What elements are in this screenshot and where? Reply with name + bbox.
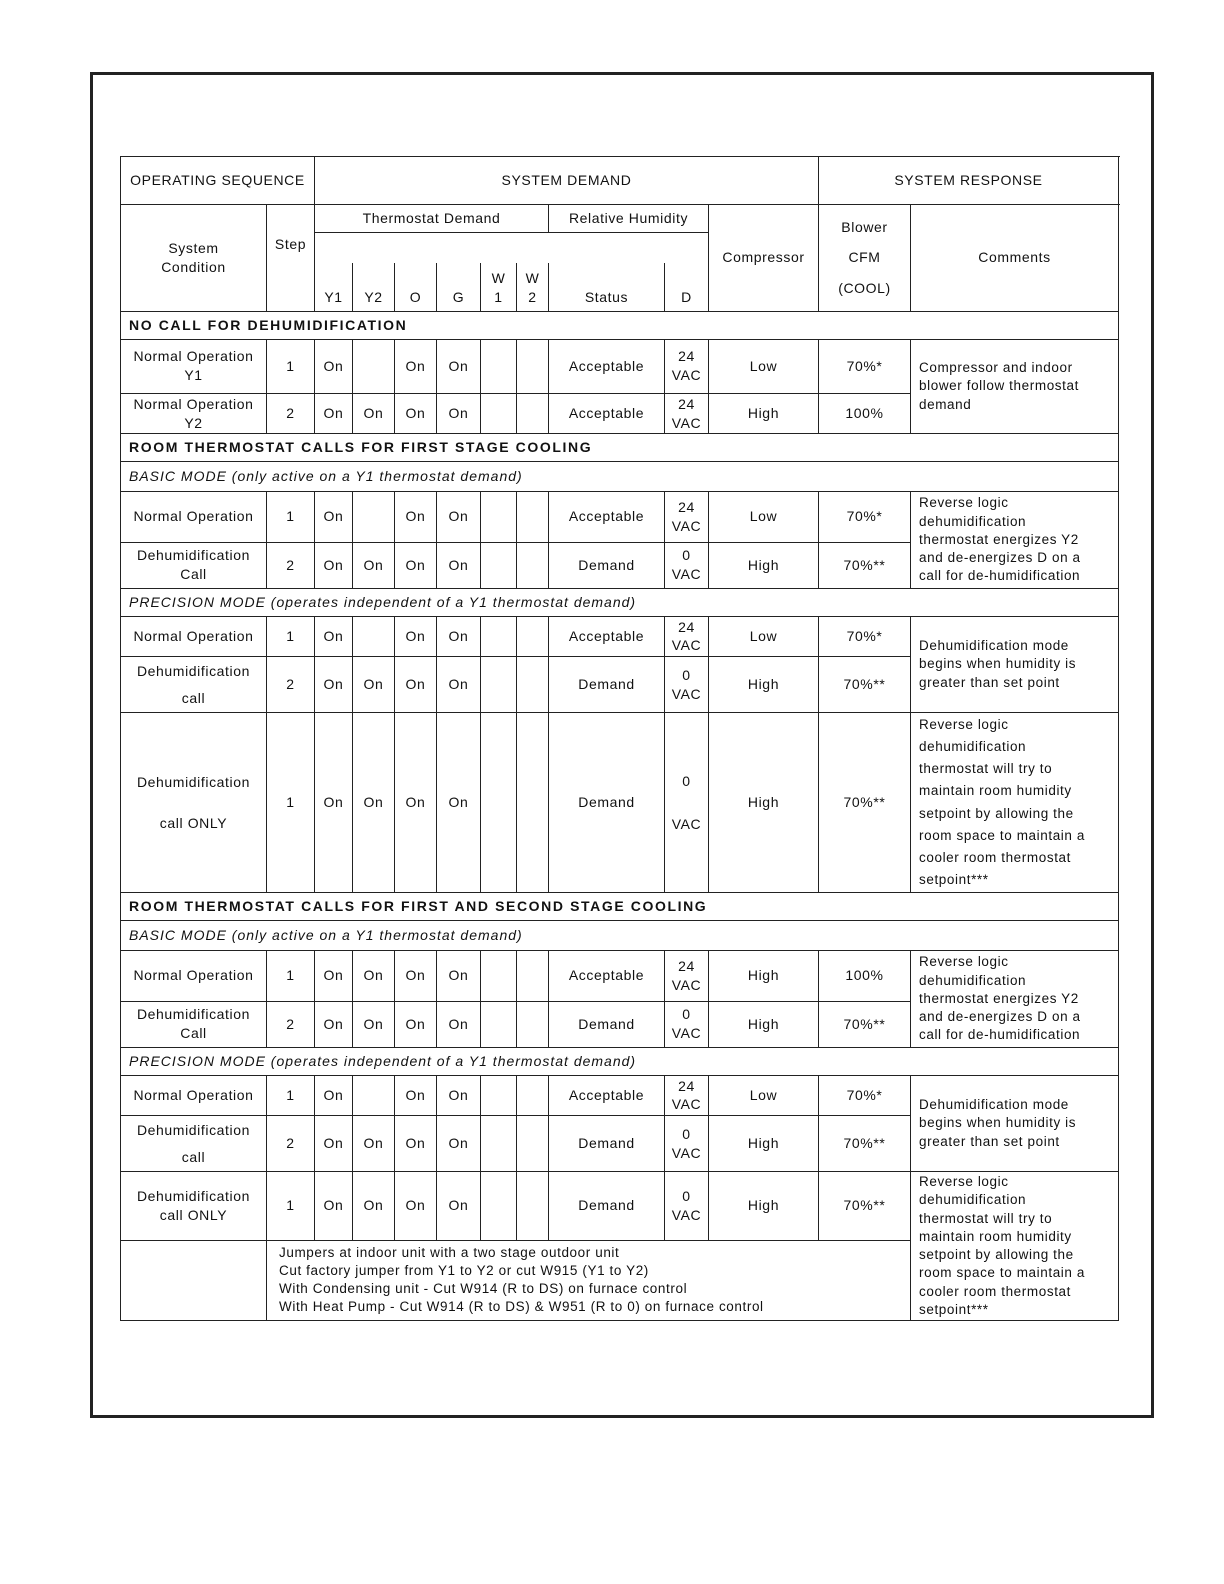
o-cell: On [395,713,437,893]
y2-cell [353,1075,395,1115]
d-cell: 24 VAC [665,951,709,1001]
comment-cell: Reverse logic dehumidification thermostat will try to maintain room humidity setpoint by allowing the room space to maintain a cooler room thermostat setpoint*** [911,1172,1119,1321]
status-cell: Acceptable [549,951,665,1001]
o-cell: On [395,951,437,1001]
blower-cell: 70%** [819,713,911,893]
compressor-cell: High [709,393,819,433]
g-cell: On [437,339,481,393]
g-cell: On [437,393,481,433]
jumper-footnote: Jumpers at indoor unit with a two stage outdoor unit Cut factory jumper from Y1 to Y2 or cut W915 (Y1 to Y2) With Condensing unit - Cut W914 (R to DS) on furnace control With Heat Pump - Cut W914 (R to DS) & W951 (R to 0) on furnace control [267,1240,911,1321]
d-cell: 0 VAC [665,1115,709,1171]
w2-cell [517,616,549,656]
d-cell: 24 VAC [665,616,709,656]
comment-cell: Reverse logic dehumidification thermostat will try to maintain room humidity setpoint by allowing the room space to maintain a cooler room thermostat setpoint*** [911,713,1119,893]
system-condition: Normal Operation [121,1075,267,1115]
w2-cell [517,1075,549,1115]
blower-cell: 100% [819,951,911,1001]
step: 2 [267,656,315,712]
blower-cell: 70%** [819,1115,911,1171]
w1-cell [481,656,517,712]
table-row [121,1075,1119,1115]
w2-cell [517,656,549,712]
y2-cell: On [353,656,395,712]
step: 2 [267,1001,315,1047]
compressor-cell: High [709,542,819,588]
w2-cell [517,393,549,433]
w1-cell [481,339,517,393]
compressor-cell: High [709,656,819,712]
section-row [121,311,1119,339]
o-cell: On [395,339,437,393]
table-row [121,492,1119,542]
compressor-cell: Low [709,1075,819,1115]
step: 1 [267,713,315,893]
g-cell: On [437,1172,481,1240]
w2-cell [517,492,549,542]
mode-row [121,1047,1119,1075]
compressor-cell: High [709,1115,819,1171]
status-cell: Acceptable [549,492,665,542]
y1-cell: On [315,542,353,588]
w1-cell [481,542,517,588]
step: 2 [267,393,315,433]
status-cell: Demand [549,713,665,893]
y2-cell: On [353,1115,395,1171]
comment-cell: Dehumidification mode begins when humidity is greater than set point [911,616,1119,712]
o-cell: On [395,1001,437,1047]
step: 2 [267,1115,315,1171]
precision-mode-label: PRECISION MODE (operates independent of a Y1 thermostat demand) [121,588,1119,616]
w2-cell [517,339,549,393]
w2-cell [517,1115,549,1171]
w1-cell [481,393,517,433]
relative-humidity-header: Relative Humidity [549,205,709,233]
status-cell: Demand [549,542,665,588]
w1-cell [481,1075,517,1115]
g-cell: On [437,713,481,893]
compressor-cell: High [709,951,819,1001]
comment-cell: Dehumidification mode begins when humidity is greater than set point [911,1075,1119,1171]
y1-cell: On [315,713,353,893]
blower-cell: 100% [819,393,911,433]
w1-cell [481,951,517,1001]
status-cell: Acceptable [549,616,665,656]
o-cell: On [395,1075,437,1115]
mode-row [121,588,1119,616]
o-header: O [395,263,437,311]
w2-cell [517,951,549,1001]
operating-sequence-header: OPERATING SEQUENCE [121,157,315,205]
system-condition: Normal Operation [121,951,267,1001]
d-cell: 24 VAC [665,492,709,542]
system-condition: Dehumidification call ONLY [121,1172,267,1240]
status-cell: Acceptable [549,1075,665,1115]
system-condition: Dehumidification call [121,656,267,712]
o-cell: On [395,1172,437,1240]
w1-cell [481,492,517,542]
g-cell: On [437,1075,481,1115]
blower-cell: 70%** [819,542,911,588]
step-header: Step [267,205,315,311]
y2-cell: On [353,1001,395,1047]
d-cell: 24 VAC [665,339,709,393]
y1-cell: On [315,492,353,542]
d-cell: 0 VAC [665,713,709,893]
header-row-2 [121,205,1119,233]
basic-mode-label: BASIC MODE (only active on a Y1 thermostat demand) [121,462,1119,492]
w1-cell [481,616,517,656]
system-condition: Normal Operation [121,492,267,542]
y1-cell: On [315,1075,353,1115]
w1-cell [481,1115,517,1171]
blower-cell: 70%* [819,339,911,393]
section-row [121,434,1119,462]
status-cell: Demand [549,1001,665,1047]
compressor-cell: High [709,1172,819,1240]
system-response-header: SYSTEM RESPONSE [819,157,1119,205]
step: 1 [267,339,315,393]
w2-cell [517,1172,549,1240]
section-row [121,893,1119,921]
comments-header: Comments [911,205,1119,311]
status-cell: Demand [549,656,665,712]
y2-cell: On [353,393,395,433]
step: 1 [267,616,315,656]
o-cell: On [395,616,437,656]
step: 1 [267,951,315,1001]
y1-header: Y1 [315,263,353,311]
system-condition: Dehumidification Call [121,542,267,588]
y1-cell: On [315,1115,353,1171]
w2-cell [517,542,549,588]
step: 1 [267,492,315,542]
d-cell: 24 VAC [665,393,709,433]
step: 1 [267,1172,315,1240]
o-cell: On [395,492,437,542]
o-cell: On [395,656,437,712]
y2-cell [353,616,395,656]
y2-cell: On [353,1172,395,1240]
status-cell: Acceptable [549,339,665,393]
system-condition: Dehumidification call [121,1115,267,1171]
y2-cell: On [353,713,395,893]
compressor-cell: Low [709,492,819,542]
y1-cell: On [315,1172,353,1240]
g-cell: On [437,1001,481,1047]
step: 1 [267,1075,315,1115]
y2-cell [353,339,395,393]
table-row [121,339,1119,393]
precision-mode-label: PRECISION MODE (operates independent of a Y1 thermostat demand) [121,1047,1119,1075]
w2-cell [517,1001,549,1047]
comment-cell: Compressor and indoor blower follow thermostat demand [911,339,1119,433]
blower-cfm-header: Blower CFM (COOL) [819,205,911,311]
system-condition: Dehumidification Call [121,1001,267,1047]
comment-cell: Reverse logic dehumidification thermostat energizes Y2 and de-energizes D on a call for de-humidification [911,951,1119,1047]
section-first-second-stage: ROOM THERMOSTAT CALLS FOR FIRST AND SECOND STAGE COOLING [121,893,1119,921]
y1-cell: On [315,1001,353,1047]
o-cell: On [395,393,437,433]
y2-header: Y2 [353,263,395,311]
comment-cell: Reverse logic dehumidification thermostat energizes Y2 and de-energizes D on a call for de-humidification [911,492,1119,588]
y2-cell [353,492,395,542]
table-row [121,616,1119,656]
g-cell: On [437,492,481,542]
blower-cell: 70%** [819,1172,911,1240]
compressor-cell: High [709,713,819,893]
table-row [121,1172,1119,1240]
system-condition: Normal Operation Y1 [121,339,267,393]
status-cell: Acceptable [549,393,665,433]
blower-cell: 70%* [819,616,911,656]
y2-cell: On [353,951,395,1001]
system-condition: Dehumidification call ONLY [121,713,267,893]
system-condition: Normal Operation [121,616,267,656]
table-row [121,951,1119,1001]
w1-cell [481,713,517,893]
basic-mode-label: BASIC MODE (only active on a Y1 thermostat demand) [121,921,1119,951]
y1-cell: On [315,616,353,656]
y1-cell: On [315,656,353,712]
thermostat-demand-header: Thermostat Demand [315,205,549,233]
status-cell: Demand [549,1172,665,1240]
w1-cell [481,1172,517,1240]
g-cell: On [437,951,481,1001]
blower-cell: 70%** [819,656,911,712]
blower-cell: 70%* [819,492,911,542]
section-first-stage: ROOM THERMOSTAT CALLS FOR FIRST STAGE COOLING [121,434,1119,462]
status-header: Status [549,263,665,311]
o-cell: On [395,542,437,588]
w2-cell [517,713,549,893]
y1-cell: On [315,339,353,393]
g-cell: On [437,656,481,712]
compressor-cell: Low [709,339,819,393]
header-spacer [315,233,709,263]
header-row-1 [121,157,1119,205]
g-cell: On [437,616,481,656]
blower-cell: 70%* [819,1075,911,1115]
d-header: D [665,263,709,311]
section-no-call: NO CALL FOR DEHUMIDIFICATION [121,311,1119,339]
g-cell: On [437,542,481,588]
blower-cell: 70%** [819,1001,911,1047]
compressor-header: Compressor [709,205,819,311]
system-demand-header: SYSTEM DEMAND [315,157,819,205]
footnote-empty-cell [121,1240,267,1321]
d-cell: 0 VAC [665,1001,709,1047]
o-cell: On [395,1115,437,1171]
system-condition: Normal Operation Y2 [121,393,267,433]
d-cell: 0 VAC [665,1172,709,1240]
d-cell: 24 VAC [665,1075,709,1115]
compressor-cell: Low [709,616,819,656]
g-header: G [437,263,481,311]
w2-header: W 2 [517,263,549,311]
d-cell: 0 VAC [665,542,709,588]
mode-row [121,921,1119,951]
y1-cell: On [315,951,353,1001]
w1-header: W 1 [481,263,517,311]
system-condition-header: System Condition [121,205,267,311]
y2-cell: On [353,542,395,588]
g-cell: On [437,1115,481,1171]
d-cell: 0 VAC [665,656,709,712]
compressor-cell: High [709,1001,819,1047]
table-row [121,713,1119,893]
status-cell: Demand [549,1115,665,1171]
y1-cell: On [315,393,353,433]
step: 2 [267,542,315,588]
operating-sequence-table [120,156,1119,1321]
w1-cell [481,1001,517,1047]
mode-row [121,462,1119,492]
